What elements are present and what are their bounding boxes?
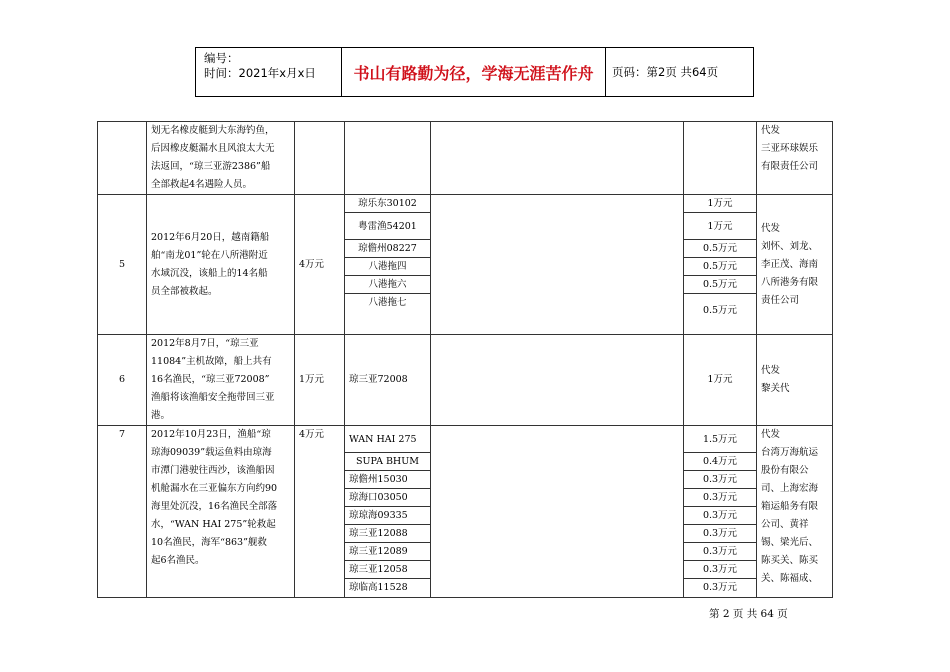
recipient-line: 有限责任公司: [761, 161, 819, 172]
row-number: 5: [98, 195, 147, 335]
row-number: 7: [98, 426, 147, 598]
table-row: [98, 335, 833, 426]
event-line: 机舱漏水在三亚偏东方向约90: [151, 483, 278, 494]
event-line: 水域沉没，该船上的14名船: [151, 267, 268, 279]
total-amount: 4万元: [295, 426, 345, 598]
ship-name: 八港拖四: [345, 258, 430, 276]
event-line: 16名渔民，“琼三亚72008”: [151, 374, 270, 385]
amount-value: 0.3万元: [684, 525, 756, 543]
event-line: 员全部被救起。: [151, 285, 218, 297]
blank-cell: [431, 195, 684, 335]
event-cell: [147, 122, 295, 195]
recipient-line: 股份有限公: [761, 465, 809, 476]
ship-name: 粤雷渔54201: [345, 213, 430, 240]
event-cell: [147, 335, 295, 426]
blank-cell: [431, 122, 684, 195]
table-row: [98, 122, 833, 195]
recipient-line: 台湾万海航运: [761, 447, 819, 458]
blank-cell: [431, 335, 684, 426]
ship-name: WAN HAI 275: [345, 426, 430, 453]
ship-name: 琼三亚12088: [345, 525, 430, 543]
recipient-line: 司、上海宏海: [761, 483, 819, 494]
amount-value: 0.4万元: [684, 453, 756, 471]
recipient-cell: [757, 335, 833, 426]
table-row: [98, 195, 833, 335]
amount-value: 0.3万元: [684, 507, 756, 525]
ship-name: SUPA BHUM: [345, 453, 430, 471]
event-cell: [147, 195, 295, 335]
row-number: 6: [98, 335, 147, 426]
recipient-line: 责任公司: [761, 294, 800, 306]
ship-name: 琼乐东30102: [345, 195, 430, 213]
recipient-line: 锡、梁光后、: [761, 537, 819, 548]
ship-name: 琼琼海09335: [345, 507, 430, 525]
number-label: 编号：: [204, 51, 239, 65]
amount-value: 1万元: [684, 213, 756, 240]
recipient-cell: [757, 122, 833, 195]
event-line: 渔船将该渔船安全拖带回三亚: [151, 392, 275, 403]
amount-value: 0.3万元: [684, 561, 756, 579]
amount-value: 0.5万元: [702, 305, 738, 316]
blank-cell: [431, 426, 684, 598]
header-meta: [196, 48, 342, 96]
event-line: 起6名渔民。: [151, 555, 205, 566]
amount-value: 0.3万元: [702, 582, 738, 593]
amount-value: 0.3万元: [684, 543, 756, 561]
recipient-line: 公司、黄祥: [761, 519, 809, 530]
ship-name: 琼儋州15030: [345, 471, 430, 489]
ship-cell: [345, 195, 431, 335]
ship-name: 琼三亚12058: [345, 561, 430, 579]
event-line: 11084”主机故障，船上共有: [151, 356, 272, 367]
ship-name: 琼三亚72008: [345, 335, 431, 426]
ship-name: 八港拖七: [368, 297, 407, 308]
recipient-line: 黎关代: [761, 383, 790, 394]
recipient-line: 陈买关、陈买: [761, 555, 819, 566]
recipient-line: 李正茂、海南: [761, 258, 819, 270]
ship-cell: [345, 122, 431, 195]
amount-value: 0.5万元: [684, 240, 756, 258]
ship-name: 琼儋州08227: [345, 240, 430, 258]
event-line: 2012年6月20日，越南籍船: [151, 231, 270, 243]
event-line: 10名渔民，海军“863”舰救: [151, 537, 267, 548]
recipient-line: 代发: [761, 429, 781, 440]
ship-name: 八港拖六: [345, 276, 430, 294]
header-page-label: 页码：第2页 共64页: [612, 65, 719, 79]
recipient-line: 代发: [761, 365, 781, 376]
event-line: 港。: [151, 410, 171, 421]
recipient-line: 代发: [761, 125, 781, 136]
event-line: 全部救起4名遇险人员。: [151, 179, 253, 190]
event-line: 海里处沉没，16名渔民全部落: [151, 501, 278, 512]
amount-value: 1.5万元: [684, 426, 756, 453]
event-line: 2012年10月23日，渔船“琼: [151, 429, 271, 440]
amount-value: 0.5万元: [684, 276, 756, 294]
amount-value: 1万元: [684, 195, 756, 213]
event-line: 划无名橡皮艇到大东海钓鱼，: [151, 125, 275, 136]
event-line: 2012年8月7日，“琼三亚: [151, 338, 259, 349]
recipient-line: 刘怀、刘龙、: [761, 240, 819, 252]
total-amount: 1万元: [295, 335, 345, 426]
table-row: [98, 426, 833, 598]
amount-cell: [684, 122, 757, 195]
header-motto: 书山有路勤为径，学海无涯苦作舟: [342, 48, 606, 96]
event-line: 琼海09039”载运鱼料由琼海: [151, 447, 272, 458]
event-cell: [147, 426, 295, 598]
amount-value: 1万元: [684, 335, 757, 426]
recipient-line: 箱运船务有限: [761, 501, 819, 512]
ship-name: 琼海口03050: [345, 489, 430, 507]
amount-cell: [684, 195, 757, 335]
recipient-line: 代发: [761, 222, 781, 234]
ship-cell: [345, 426, 431, 598]
amount-cell: [684, 426, 757, 598]
recipient-line: 八所港务有限: [761, 276, 819, 288]
page-header: [195, 47, 754, 97]
amount-value: 0.3万元: [684, 471, 756, 489]
recipient-line: 关、陈福成、: [761, 573, 819, 584]
recipient-line: 三亚环球娱乐: [761, 143, 819, 154]
amount-value: 0.3万元: [684, 489, 756, 507]
event-line: 水，“WAN HAI 275”轮救起: [151, 519, 276, 530]
page-footer: 第 2 页 共 64 页: [709, 608, 788, 620]
event-line: 法返回，“琼三亚游2386”船: [151, 161, 271, 172]
ship-name: 琼临高11528: [349, 582, 408, 593]
total-amount: 4万元: [295, 195, 345, 335]
event-line: 后因橡皮艇漏水且风浪太大无: [151, 143, 275, 154]
time-label: 时间：2021年x月x日: [204, 66, 316, 80]
ship-name: 琼三亚12089: [345, 543, 430, 561]
recipient-cell: [757, 195, 833, 335]
event-line: 舶“南龙01”轮在八所港附近: [151, 249, 268, 261]
row-number-cell: [98, 122, 147, 195]
award-table: [97, 121, 833, 598]
total-cell: [295, 122, 345, 195]
amount-value: 0.5万元: [684, 258, 756, 276]
recipient-cell: [757, 426, 833, 598]
event-line: 市潭门港驶往西沙，该渔船因: [151, 465, 275, 476]
